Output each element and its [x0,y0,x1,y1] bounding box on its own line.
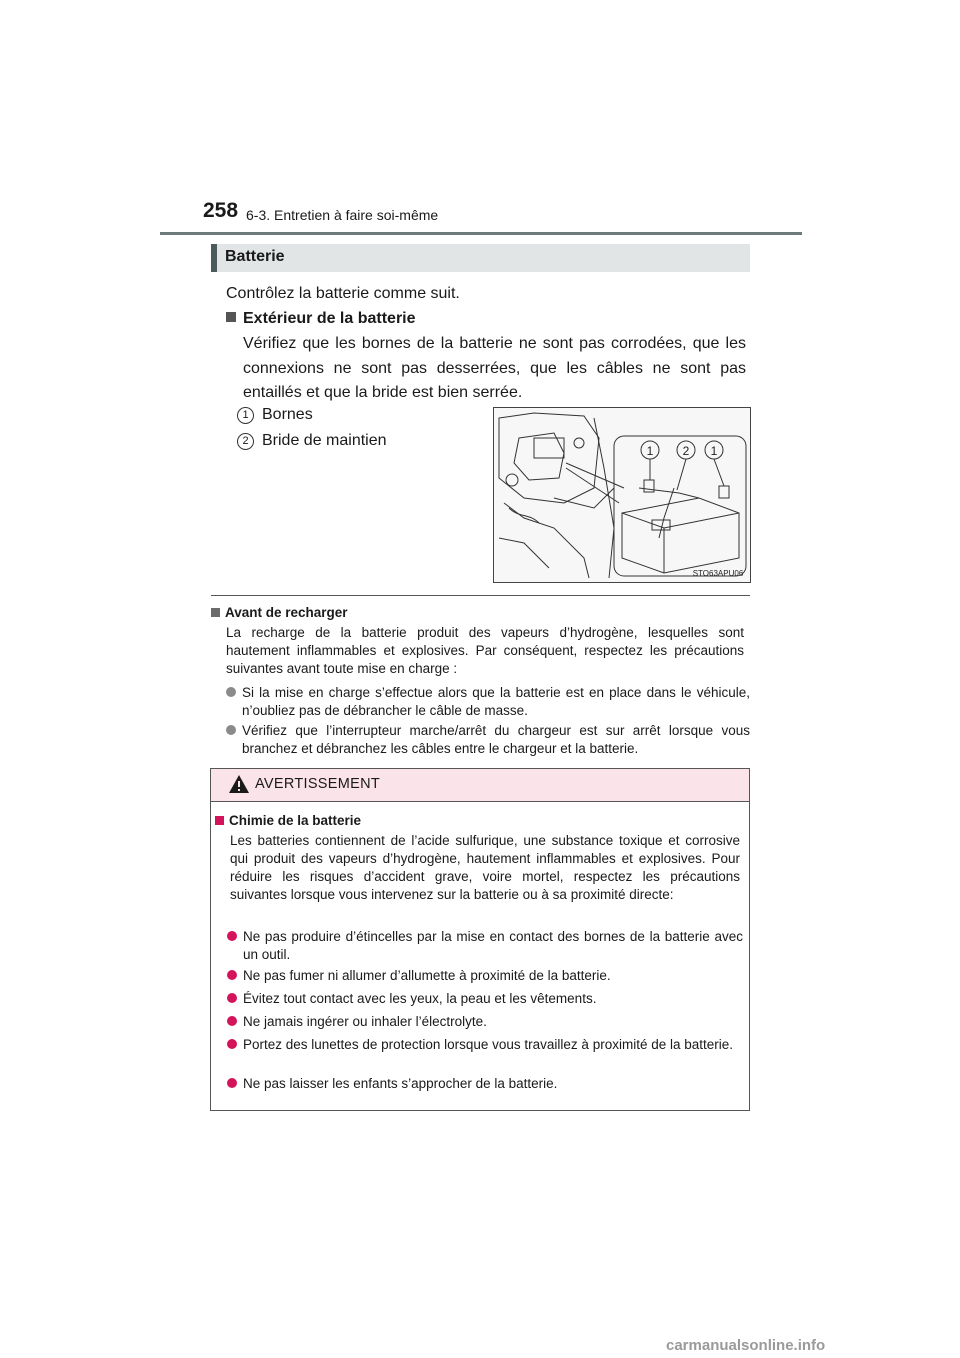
figure-code: STO63APU06 [692,569,744,578]
warning-title: Chimie de la batterie [229,813,362,828]
subsection-title: Extérieur de la batterie [243,310,416,327]
legend-label: Bornes [262,406,313,423]
header-rule [160,232,802,235]
battery-line-drawing [494,408,750,582]
list-item [227,1036,743,1054]
list-item-text: Portez des lunettes de protection lorsque vous travaillez à proximité de la batterie. [243,1037,734,1052]
bullet-dot-icon [227,1039,237,1049]
list-item-text: Ne jamais ingérer ou inhaler l’électrolyte. [243,1014,487,1029]
list-item [227,990,743,1008]
legend-item [237,429,387,452]
figure-callout: 2 [682,444,690,458]
bullet-dot-icon [227,931,237,941]
intro-text: Contrôlez la batterie comme suit. [226,285,460,302]
list-item [226,684,750,720]
square-bullet-icon [211,608,220,617]
bullet-dot-icon [226,687,236,697]
chapter-title: 6-3. Entretien à faire soi-même [246,207,439,223]
list-item [227,1013,743,1031]
list-item [227,928,743,964]
list-item [227,967,743,985]
section-accent [211,244,217,272]
bullet-dot-icon [227,970,237,980]
section-title: Batterie [225,248,285,265]
legend-item [237,403,313,426]
subsection-heading [226,307,416,330]
list-item-text: Ne pas laisser les enfants s’approcher de la batterie. [243,1076,558,1091]
list-item-text: Évitez tout contact avec les yeux, la peau et les vêtements. [243,991,597,1006]
callout-number: 1 [237,407,254,424]
battery-illustration [493,407,751,583]
list-item-text: Vérifiez que l’interrupteur marche/arrêt du chargeur est sur arrêt lorsque vous branchez et débranchez les câbles entre le chargeur et la batterie. [242,723,750,756]
warning-header [211,769,749,802]
watermark: carmanualsonline.info [666,1337,826,1354]
warning-triangle-icon [228,774,250,794]
square-bullet-icon [226,312,236,322]
list-item-text: Ne pas fumer ni allumer d’allumette à proximité de la batterie. [243,968,611,983]
subsection-text: Vérifiez que les bornes de la batterie ne sont pas corrodées, que les connexions ne sont pas desserrées, que les câbles ne sont pas entaillés et que la bride est bien serrée. [243,335,746,401]
bullet-dot-icon [226,725,236,735]
divider [211,595,750,596]
bullet-dot-icon [227,1078,237,1088]
note-text: La recharge de la batterie produit des vapeurs d’hydrogène, lesquelles sont hautement inflammables et explosives. Par conséquent, respectez les précautions suivantes avant toute mise en charge : [226,625,744,676]
note-heading [211,604,348,622]
legend-label: Bride de maintien [262,432,387,449]
list-item-text: Si la mise en charge s’effectue alors que la batterie est en place dans le véhicule, n’oubliez pas de débrancher le câble de masse. [242,685,750,718]
bullet-dot-icon [227,993,237,1003]
warning-label: AVERTISSEMENT [255,776,381,792]
list-item [227,1075,743,1093]
warning-box [210,768,750,1111]
page-number: 258 [203,199,239,222]
callout-number: 2 [237,433,254,450]
square-bullet-icon [215,816,224,825]
figure-callout: 1 [646,444,654,458]
warning-text: Les batteries contiennent de l’acide sulfurique, une substance toxique et corrosive qui produit des vapeurs d’hydrogène, hautement inflammables et explosives. Pour réduire les risques d’accident grave, voire mortel, respectez les précautions suivantes lorsque vous intervenez sur la batterie ou à sa proximité directe: [230,833,740,902]
figure-callout: 1 [710,444,718,458]
list-item-text: Ne pas produire d’étincelles par la mise en contact des bornes de la batterie avec un outil. [243,929,743,962]
note-title: Avant de recharger [225,605,348,620]
section-heading-bar [211,244,750,272]
warning-heading [215,812,361,830]
bullet-dot-icon [227,1016,237,1026]
list-item [226,722,750,758]
